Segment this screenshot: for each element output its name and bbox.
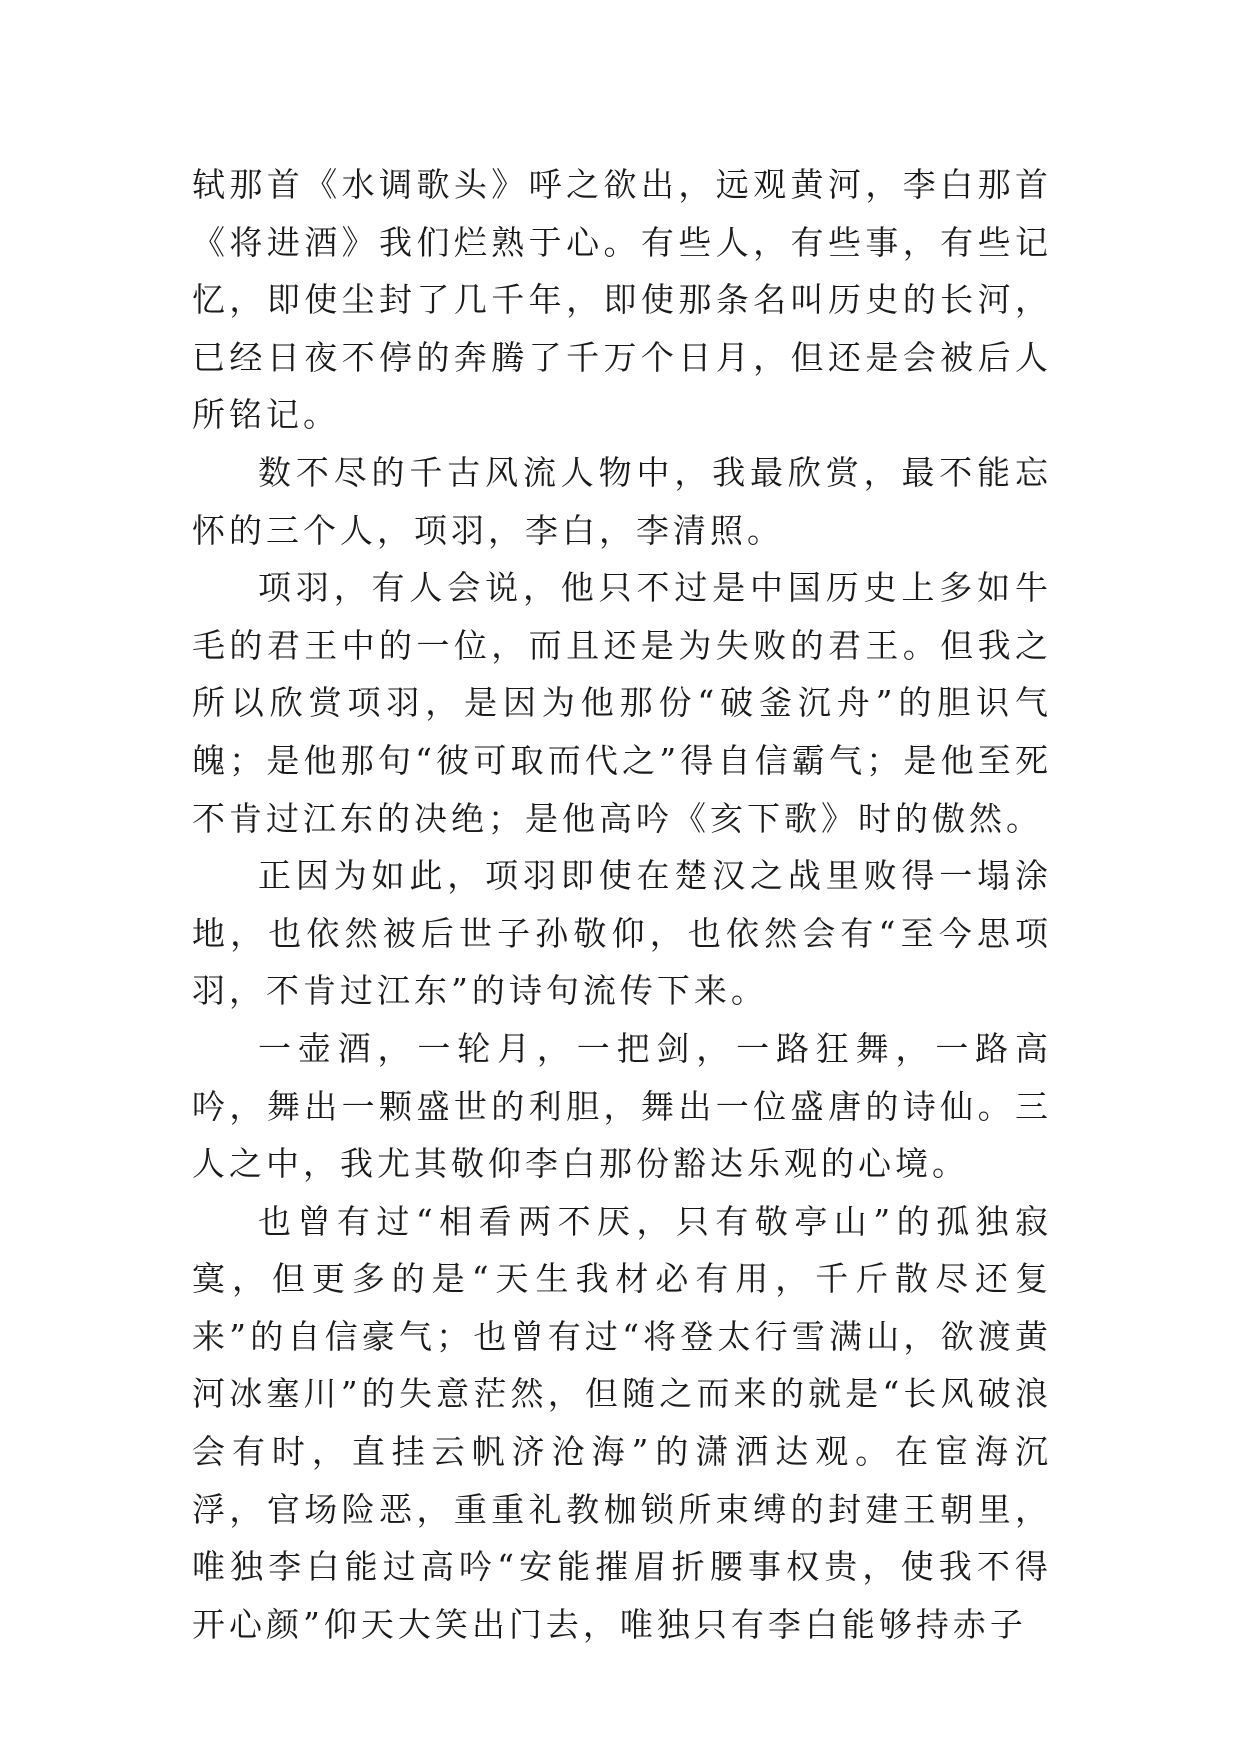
document-body (192, 156, 1052, 1653)
paragraph-li-bai-intro: 一壶酒，一轮月，一把剑，一路狂舞，一路高吟，舞出一颗盛世的利胆，舞出一位盛唐的诗仙。三人之中，我尤其敬仰李白那份豁达乐观的心境。 (192, 1028, 1052, 1184)
paragraph-xiang-yu: 项羽，有人会说，他只不过是中国历史上多如牛毛的君王中的一位，而且还是为失败的君王。但我之所以欣赏项羽，是因为他那份“破釜沉舟”的胆识气魄；是他那句“彼可取而代之”得自信霸气；是他至死不肯过江东的决绝；是他高吟《亥下歌》时的傲然。 (192, 568, 1052, 838)
paragraph-continued: 轼那首《水调歌头》呼之欲出，远观黄河，李白那首《将进酒》我们烂熟于心。有些人，有些事，有些记忆，即使尘封了几千年，即使那条名叫历史的长河，已经日夜不停的奔腾了千万个日月，但还是会被后人所铭记。 (192, 165, 1052, 435)
paragraph-xiang-yu-legacy: 正因为如此，项羽即使在楚汉之战里败得一塌涂地，也依然被后世子孙敬仰，也依然会有“至今思项羽，不肯过江东”的诗句流传下来。 (192, 856, 1052, 1011)
paragraph-li-bai-spirit: 也曾有过“相看两不厌，只有敬亭山”的孤独寂寞，但更多的是“天生我材必有用，千斤散尽还复来”的自信豪气；也曾有过“将登太行雪满山，欲渡黄河冰塞川”的失意茫然，但随之而来的就是“长风破浪会有时，直挂云帆济沧海”的潇洒达观。在宦海沉浮，官场险恶，重重礼教枷锁所束缚的封建王朝里，唯独李白能过高吟“安能摧眉折腰事权贵，使我不得开心颜”仰天大笑出门去，唯独只有李白能够持赤子 (192, 1201, 1052, 1644)
paragraph-favorite-figures: 数不尽的千古风流人物中，我最欣赏，最不能忘怀的三个人，项羽，李白，李清照。 (192, 452, 1052, 550)
